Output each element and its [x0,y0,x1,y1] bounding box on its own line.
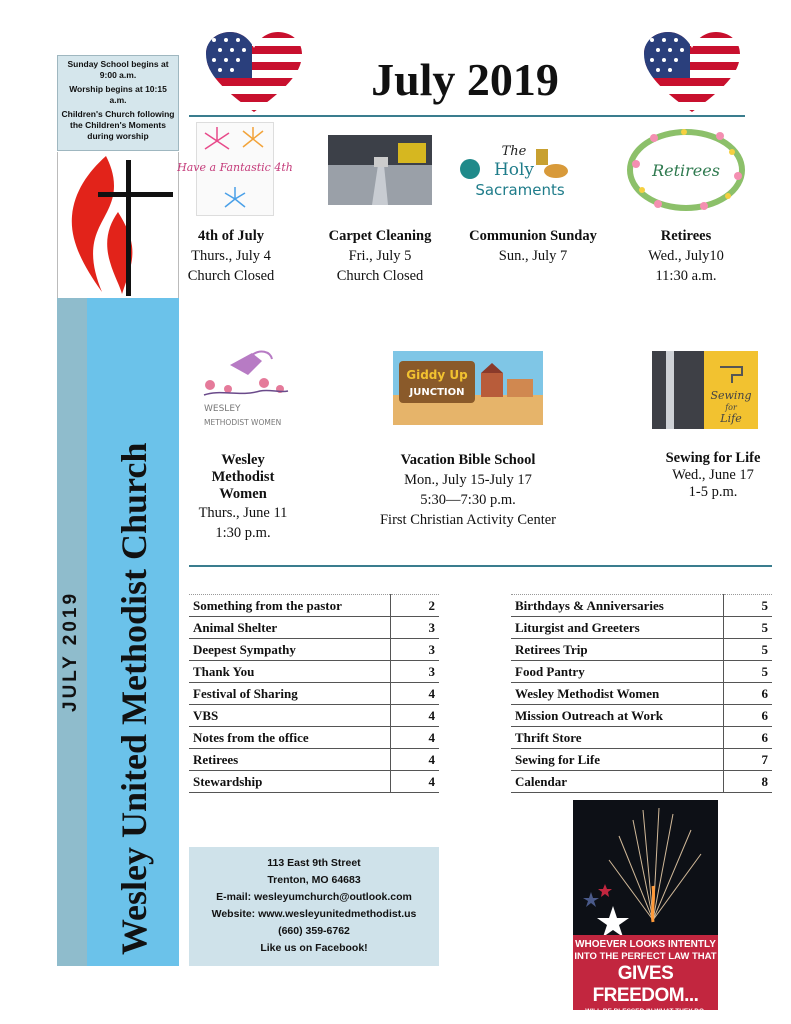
scripture-line-1: WHOEVER LOOKS INTENTLY [575,939,716,950]
website-link[interactable]: Website: www.wesleyunitedmethodist.us [211,908,417,920]
contents-item-page: 2 [391,595,440,617]
fourth-image-text: Have a Fantastic 4th [177,161,293,174]
event-title: Retirees [660,228,712,244]
holy-sacraments-image [456,135,576,205]
sunday-school-time: Sunday School begins at 9:00 a.m. [67,59,169,80]
flag-heart-icon [204,30,304,114]
issue-date-vertical: JULY 2019 [60,590,81,712]
wmw-logo-text-1: WESLEY [204,404,241,414]
contents-item-label: Animal Shelter [189,617,391,639]
contents-row [511,705,772,727]
street-address: 113 East 9th Street [267,857,361,869]
sewing-image-text-3: Life [720,412,742,425]
childrens-church-note: Children's Church following the Children's Moments during worship [61,109,175,141]
fourth-of-july-image [177,122,293,216]
contents-item-page: 4 [391,771,440,793]
event-title: Communion Sunday [469,228,597,244]
event-vacation-bible-school [365,450,571,530]
vbs-image-text-2: JUNCTION [409,387,465,398]
contents-row [511,727,772,749]
event-date: Wed., June 17 [672,467,754,483]
contents-item-page: 8 [724,771,773,793]
contents-item-page: 6 [724,683,773,705]
city-state-zip: Trenton, MO 64683 [267,874,361,886]
page-title: July 2019 [371,54,559,105]
sacraments-text-the: The [501,144,527,159]
contents-row [189,749,439,771]
event-date: Thurs., June 11 [198,505,288,521]
contents-row [189,705,439,727]
sacraments-text-sacraments: Sacraments [475,181,565,199]
events-divider [189,565,772,567]
contents-item-label: Retirees [189,749,391,771]
worship-time: Worship begins at 10:15 a.m. [69,84,167,105]
wesley-methodist-women-logo [200,345,290,430]
contents-row [189,617,439,639]
contents-item-page: 4 [391,749,440,771]
contents-row [511,683,772,705]
contents-item-page: 4 [391,705,440,727]
contents-item-label: Sewing for Life [511,749,724,771]
event-date: Sun., July 7 [498,248,568,264]
worship-schedule-box [57,55,179,151]
event-date: Mon., July 15-July 17 [404,472,532,488]
contents-item-page: 7 [724,749,773,771]
contents-item-label: Stewardship [189,771,391,793]
contents-row [511,771,772,793]
event-title-line: Wesley [221,452,265,468]
flag-heart-icon [642,30,742,114]
contents-item-page: 3 [391,617,440,639]
contents-item-page: 4 [391,727,440,749]
contents-item-page: 4 [391,683,440,705]
event-retirees [628,226,744,286]
facebook-note: Like us on Facebook! [260,942,368,954]
contents-row [189,661,439,683]
sacraments-text-holy: Holy [493,160,535,180]
contents-item-label: Thrift Store [511,727,724,749]
cross-flame-icon [58,152,178,298]
contents-item-page: 5 [724,595,773,617]
event-date: Wed., July10 [648,248,724,264]
phone-number: (660) 359-6762 [278,925,350,937]
cross-and-flame-logo [57,152,179,298]
event-title-line: Methodist [211,469,275,485]
contents-row [189,683,439,705]
event-title: Vacation Bible School [400,452,536,468]
event-carpet-cleaning [315,226,445,286]
retirees-image-text: Retirees [652,161,720,180]
contents-item-label: Liturgist and Greeters [511,617,724,639]
event-title: 4th of July [197,228,265,244]
contents-item-page: 6 [724,727,773,749]
contents-item-page: 5 [724,639,773,661]
contents-row [511,595,772,617]
event-sewing-for-life [650,450,776,501]
event-detail: Church Closed [336,268,424,284]
email-address[interactable]: E-mail: wesleyumchurch@outlook.com [216,891,412,903]
scripture-line-3: GIVES FREEDOM... [592,963,699,1006]
sewing-for-life-image [652,351,758,429]
contents-item-page: 5 [724,661,773,683]
event-location: First Christian Activity Center [379,512,556,528]
contents-table-left [189,594,439,793]
contents-item-label: Deepest Sympathy [189,639,391,661]
event-detail: Church Closed [187,268,275,284]
header-divider [189,115,745,117]
contents-item-page: 6 [724,705,773,727]
event-detail: 11:30 a.m. [655,268,717,284]
contents-item-label: Birthdays & Anniversaries [511,595,724,617]
wmw-logo-text-2: METHODIST WOMEN [204,418,282,427]
contact-info-box [189,847,439,966]
contents-item-label: Notes from the office [189,727,391,749]
contents-item-page: 3 [391,639,440,661]
scripture-line-4: WILL BE BLESSED IN WHAT THEY DO. [585,1008,706,1015]
contents-row [511,661,772,683]
event-detail: 1-5 p.m. [688,484,738,500]
sewing-image-text-2: for [725,403,737,412]
contents-row [189,595,439,617]
contents-item-page: 5 [724,617,773,639]
contents-row [511,617,772,639]
vbs-image-text-1: Giddy Up [406,368,468,382]
contents-item-label: Retirees Trip [511,639,724,661]
event-detail: 5:30—7:30 p.m. [420,492,516,508]
event-wesley-methodist-women [180,452,306,543]
church-name-vertical: Wesley United Methodist Church [114,442,154,955]
event-date: Fri., July 5 [348,248,412,264]
contents-item-label: VBS [189,705,391,727]
event-detail: 1:30 p.m. [215,525,271,541]
contents-row [189,639,439,661]
contents-item-page: 3 [391,661,440,683]
scripture-line-2: INTO THE PERFECT LAW THAT [574,951,717,962]
sewing-image-text-1: Sewing [710,389,752,402]
event-fourth-of-july [175,226,287,286]
contents-row [511,639,772,661]
event-title: Carpet Cleaning [328,228,432,244]
carpet-cleaning-image [328,135,432,205]
contents-item-label: Wesley Methodist Women [511,683,724,705]
contents-row [511,749,772,771]
event-communion-sunday [460,226,606,266]
contents-item-label: Something from the pastor [189,595,391,617]
scripture-reference: JAMES 1:25 NIV [622,1017,669,1023]
fireworks-icon [573,800,718,940]
event-date: Thurs., July 4 [191,248,271,264]
contents-row [189,727,439,749]
retirees-wreath-image [624,124,748,216]
scripture-banner [573,935,718,1023]
contents-item-label: Thank You [189,661,391,683]
event-title-line: Women [219,486,267,502]
event-title: Sewing for Life [665,450,761,466]
contents-item-label: Festival of Sharing [189,683,391,705]
vbs-giddy-up-junction-image [393,351,543,425]
contents-item-label: Calendar [511,771,724,793]
contents-item-label: Food Pantry [511,661,724,683]
contents-item-label: Mission Outreach at Work [511,705,724,727]
contents-table-right [511,594,772,793]
contents-row [189,771,439,793]
